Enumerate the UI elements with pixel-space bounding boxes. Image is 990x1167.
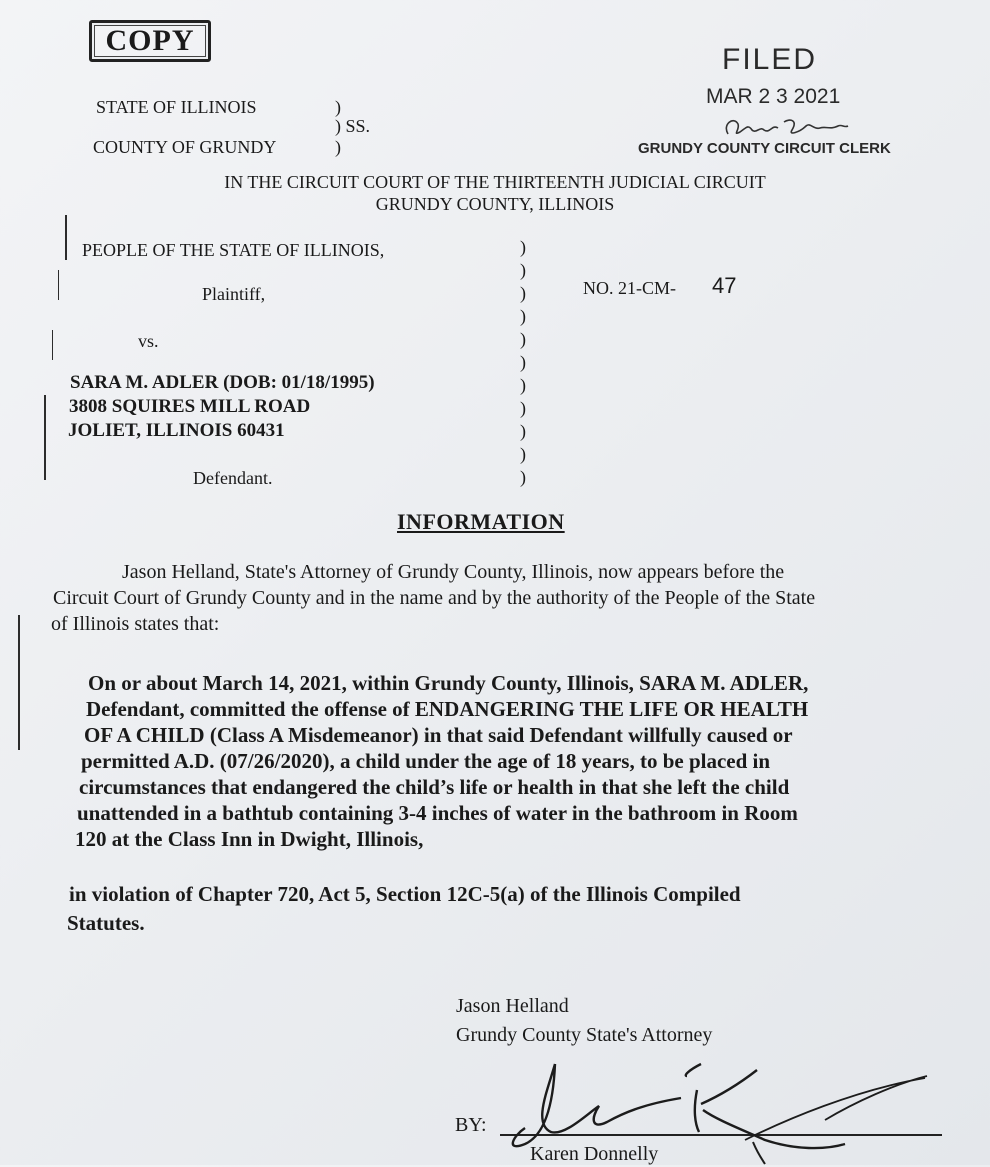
court-title-line-2: GRUNDY COUNTY, ILLINOIS — [375, 194, 615, 214]
case-number-label: NO. 21-CM- — [583, 278, 676, 298]
attorney-name: Jason Helland — [456, 995, 569, 1017]
charge-line-4: permitted A.D. (07/26/2020), a child under the age of 18 years, to be placed in — [81, 749, 771, 773]
charge-line-6: unattended in a bathtub containing 3-4 inches of water in the bathroom in Room — [77, 801, 798, 825]
plaintiff-label: Plaintiff, — [202, 284, 266, 304]
defendant-street: 3808 SQUIRES MILL ROAD — [69, 396, 311, 417]
document-heading: INFORMATION — [397, 509, 565, 534]
defendant-label: Defendant. — [193, 468, 273, 488]
scan-margin-mark — [18, 615, 20, 750]
plaintiff-name: PEOPLE OF THE STATE OF ILLINOIS, — [82, 240, 385, 260]
charge-line-5: circumstances that endangered the child’s life or health in that she left the child — [79, 775, 790, 799]
intro-line-1: Jason Helland, State's Attorney of Grundy County, Illinois, now appears before the — [122, 561, 785, 583]
filed-stamp-clerk: GRUNDY COUNTY CIRCUIT CLERK — [638, 140, 891, 157]
caption-paren: ) — [520, 467, 526, 487]
caption-paren: ) — [520, 352, 526, 372]
scan-margin-mark — [44, 395, 46, 480]
case-number-handwritten: 47 — [712, 273, 737, 298]
caption-paren: ) — [520, 283, 526, 303]
venue-ss: ) SS. — [335, 116, 371, 136]
by-label: BY: — [455, 1114, 487, 1136]
caption-paren: ) — [520, 421, 526, 441]
caption-paren: ) — [520, 306, 526, 326]
charge-line-3: OF A CHILD (Class A Misdemeanor) in that said Defendant willfully caused or — [84, 723, 793, 747]
caption-paren: ) — [520, 398, 526, 418]
court-title-line-1: IN THE CIRCUIT COURT OF THE THIRTEENTH JUDICIAL CIRCUIT — [224, 172, 766, 192]
caption-paren: ) — [520, 329, 526, 349]
clerk-signature-icon — [720, 112, 850, 142]
versus-label: vs. — [138, 331, 159, 351]
intro-line-3: of Illinois states that: — [51, 613, 220, 635]
venue-paren: ) — [335, 137, 341, 157]
violation-line-2: Statutes. — [67, 911, 145, 935]
venue-paren: ) — [335, 97, 341, 117]
caption-paren: ) — [520, 444, 526, 464]
venue-state: STATE OF ILLINOIS — [96, 97, 257, 117]
charge-line-7: 120 at the Class Inn in Dwight, Illinois, — [75, 827, 424, 851]
defendant-city: JOLIET, ILLINOIS 60431 — [68, 420, 285, 441]
attorney-title: Grundy County State's Attorney — [456, 1024, 713, 1046]
caption-paren: ) — [520, 237, 526, 257]
intro-line-2: Circuit Court of Grundy County and in the name and by the authority of the People of the State — [53, 587, 816, 609]
filed-stamp-title: FILED — [722, 43, 818, 76]
scan-margin-mark — [52, 330, 53, 360]
charge-line-2: Defendant, committed the offense of ENDANGERING THE LIFE OR HEALTH — [86, 697, 809, 721]
scan-margin-mark — [58, 270, 59, 300]
violation-line-1: in violation of Chapter 720, Act 5, Section 12C-5(a) of the Illinois Compiled — [69, 882, 741, 906]
charge-line-1: On or about March 14, 2021, within Grundy County, Illinois, SARA M. ADLER, — [88, 671, 809, 695]
copy-stamp: COPY — [89, 20, 211, 62]
defendant-name: SARA M. ADLER (DOB: 01/18/1995) — [70, 372, 375, 393]
scan-margin-mark — [65, 215, 67, 260]
filed-stamp-date: MAR 2 3 2021 — [706, 85, 841, 108]
signer-name: Karen Donnelly — [530, 1143, 659, 1165]
caption-paren: ) — [520, 260, 526, 280]
venue-county: COUNTY OF GRUNDY — [93, 137, 277, 157]
caption-paren: ) — [520, 375, 526, 395]
